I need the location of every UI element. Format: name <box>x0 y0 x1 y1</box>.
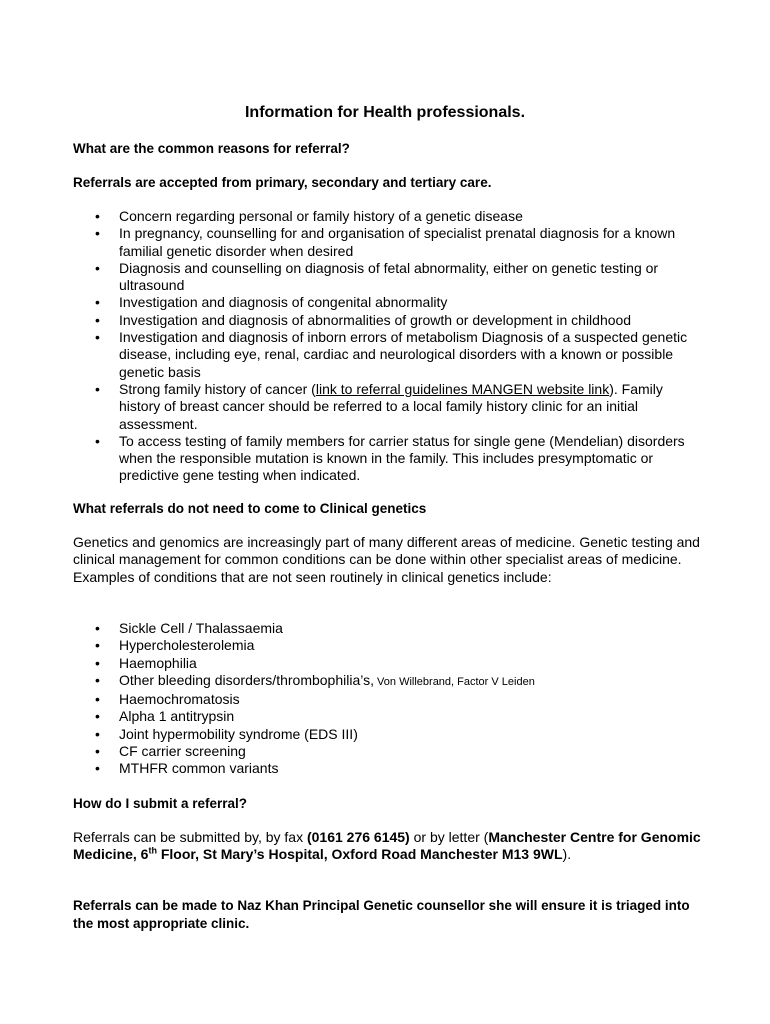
list-item: • Sickle Cell / Thalassaemia <box>95 620 283 636</box>
list-item: • Joint hypermobility syndrome (EDS III) <box>95 725 358 742</box>
list-item: • In pregnancy, counselling for and organisation of specialist prenatal diagnosis for a known familial genetic disorder when desired <box>95 225 676 259</box>
list-item: • Diagnosis and counselling on diagnosis of fetal abnormality, either on genetic testing or ultrasound <box>95 259 659 294</box>
list-item: • Haemochromatosis <box>95 691 240 708</box>
list-item: • Concern regarding personal or family history of a genetic disease <box>95 208 523 224</box>
naz-khan-referral-note: Referrals can be made to Naz Khan Principal Genetic counsellor she will ensure it is triaged into the most appropriate clinic. <box>73 898 690 931</box>
page-title: Information for Health professionals. <box>244 104 526 121</box>
section-heading-not-needed: What referrals do not need to come to Clinical genetics <box>73 501 427 516</box>
reasons-list <box>73 208 703 485</box>
list-item: • Investigation and diagnosis of abnormalities of growth or development in childhood <box>95 311 632 328</box>
section-heading-submit: How do I submit a referral? <box>73 796 248 811</box>
submit-instructions: Referrals can be submitted by, by fax (0161 276 6145) or by letter (Manchester Centre for Genomic Medicine, 6th Floor, St Mary’s Hospital, Oxford Road Manchester M13 9WL). <box>73 829 701 863</box>
list-item: • Strong family history of cancer (link to referral guidelines MANGEN website link). Family history of breast cancer should be referred to a local family history clinic for an initial assessment. <box>95 380 663 432</box>
referrals-accepted-text: Referrals are accepted from primary, secondary and tertiary care. <box>73 175 492 190</box>
mangen-referral-guidelines-link[interactable]: link to referral guidelines MANGEN website link <box>315 380 610 397</box>
list-item: • To access testing of family members for carrier status for single gene (Mendelian) disorders when the responsible mutation is known in the family. This includes presymptomatic or predictive gene testing when indicated. <box>95 432 685 484</box>
list-item: • Other bleeding disorders/thrombophilia’s, Von Willebrand, Factor V Leiden <box>95 671 535 688</box>
list-item: • Investigation and diagnosis of congenital abnormality <box>95 294 448 311</box>
list-item: • Hypercholesterolemia <box>95 637 255 654</box>
list-item: • Alpha 1 antitrypsin <box>95 708 235 725</box>
list-item: • MTHFR common variants <box>95 760 279 777</box>
list-item: • Haemophilia <box>95 654 197 671</box>
list-item: • Investigation and diagnosis of inborn errors of metabolism Diagnosis of a suspected genetic disease, including eye, renal, cardiac and neurological disorders with a known or possible genetic basis <box>95 329 688 380</box>
postal-address: Manchester Centre for Genomic Medicine, 6th Floor, St Mary’s Hospital, Oxford Road Manchester M13 9WL <box>73 829 701 863</box>
fax-number: (0161 276 6145) <box>306 829 410 845</box>
list-item: • CF carrier screening <box>95 743 246 760</box>
section-heading-reasons: What are the common reasons for referral? <box>73 141 350 156</box>
not-needed-intro: Genetics and genomics are increasingly part of many different areas of medicine. Genetic testing and clinical management for common conditions can be done within other specialist areas of medicine. Examples of conditions that are not seen routinely in clinical genetics include: <box>73 534 700 585</box>
conditions-list <box>73 620 703 778</box>
